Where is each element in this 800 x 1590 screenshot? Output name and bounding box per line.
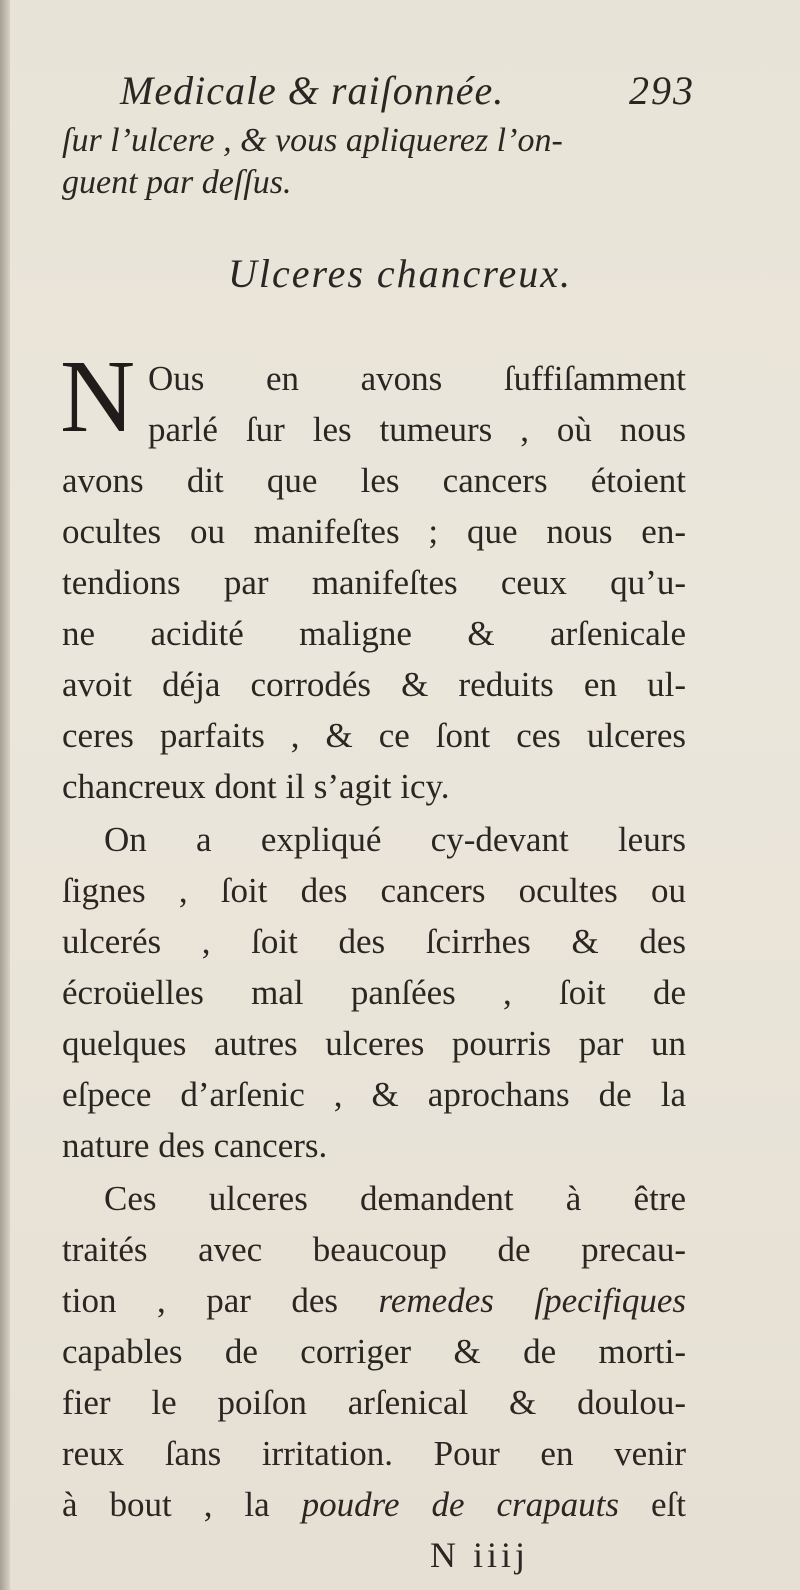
text-line: fier le poiſon arſenical & doulou- xyxy=(62,1383,686,1422)
text-line: tendions par manifeſtes ceux qu’u- xyxy=(62,563,686,602)
text-line: traités avec beaucoup de precau- xyxy=(62,1230,686,1269)
drop-cap: N xyxy=(60,339,136,454)
section-heading: Ulceres chancreux. xyxy=(227,251,572,296)
text-line: ſignes , ſoit des cancers ocultes ou xyxy=(62,871,686,910)
text-line: écroüelles mal panſées , ſoit de xyxy=(62,973,686,1012)
continuation-line: ſur l’ulcere , & vous apliquerez l’on- xyxy=(62,122,563,159)
text-line: ne acidité maligne & arſenicale xyxy=(62,614,686,653)
page-edge xyxy=(0,0,10,1590)
text-line: chancreux dont il s’agit icy. xyxy=(62,767,450,806)
page-number: 293 xyxy=(629,68,695,113)
text-line xyxy=(62,1480,686,1530)
text-line: eſpece d’arſenic , & aprochans de la xyxy=(62,1075,686,1114)
running-title: Medicale & raiſonnée. xyxy=(120,68,505,113)
text-line: ulcerés , ſoit des ſcirrhes & des xyxy=(62,922,686,961)
text-line: capables de corriger & de morti- xyxy=(62,1332,686,1371)
text-line: reux ſans irritation. Pour en venir xyxy=(62,1434,686,1473)
text-line: quelques autres ulceres pourris par un xyxy=(62,1024,686,1063)
text-run: tion , par des xyxy=(62,1281,379,1320)
text-run: eſt xyxy=(619,1485,686,1524)
text-line: Ces ulceres demandent à être xyxy=(104,1179,686,1218)
text-line: ocultes ou manifeſtes ; que nous en- xyxy=(62,512,686,551)
text-line: parlé ſur les tumeurs , où nous xyxy=(148,410,686,449)
text-line: avons dit que les cancers étoient xyxy=(62,461,686,500)
text-line: avoit déja corrodés & reduits en ul- xyxy=(62,665,686,704)
text-run: à bout , la xyxy=(62,1485,302,1524)
text-line: Ous en avons ſuffiſamment xyxy=(148,359,686,398)
running-head xyxy=(120,66,695,116)
text-line: nature des cancers. xyxy=(62,1126,328,1165)
continuation-line: guent par deſſus. xyxy=(62,164,292,201)
signature-mark: N iiij xyxy=(430,1535,530,1575)
italic-phrase: remedes ſpecifiques xyxy=(378,1281,686,1320)
italic-phrase: poudre de crapauts xyxy=(301,1485,620,1524)
text-line: On a expliqué cy-devant leurs xyxy=(104,820,686,859)
text-line: ceres parfaits , & ce ſont ces ulceres xyxy=(62,716,686,755)
text-line xyxy=(62,1276,686,1326)
